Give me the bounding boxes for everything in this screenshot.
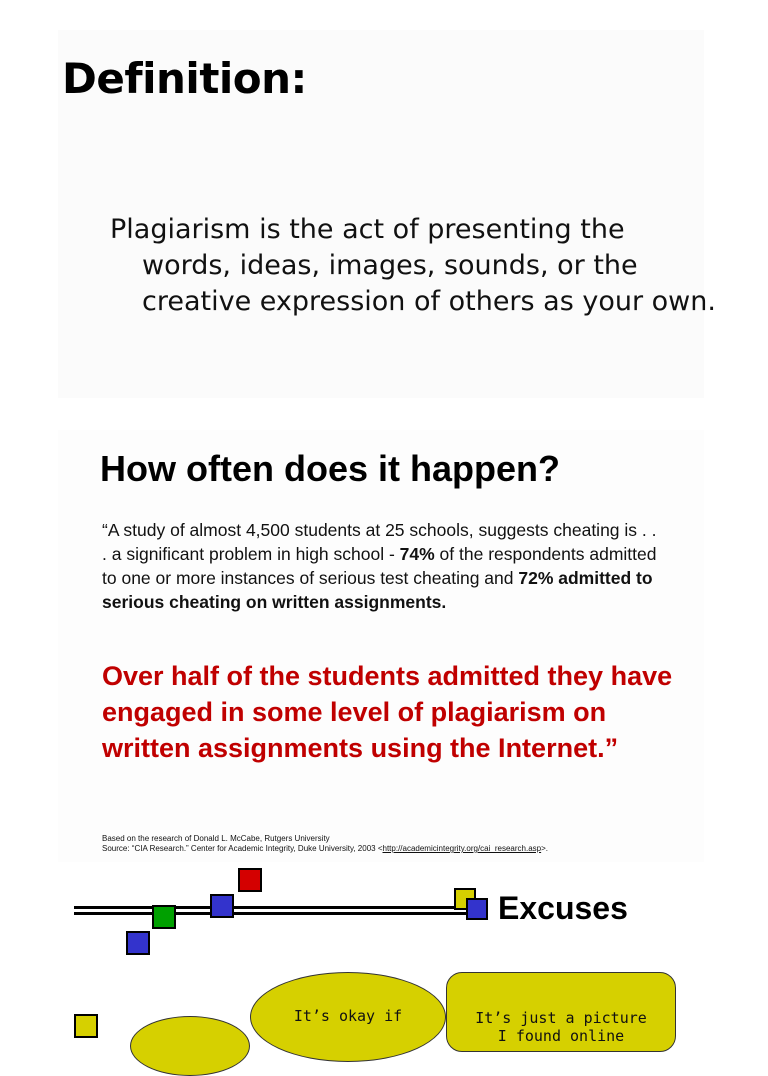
decor-line-top: [74, 906, 470, 909]
quote-stat-74: 74%: [399, 544, 435, 564]
study-quote: [102, 518, 662, 614]
definition-slide: [58, 30, 716, 398]
source-line-2: [102, 844, 548, 854]
definition-title: Definition:: [62, 54, 307, 103]
source-link[interactable]: http://academicintegrity.org/cai_research.asp: [382, 844, 542, 853]
quote-part1: “A study of almost 4,500 students at 25 schools, suggests cheating is . . . a significant problem in high school -: [102, 520, 657, 564]
quote-part2: of the respondents admitted to one or more instances of serious test cheating and: [102, 544, 657, 588]
source-line-1: Based on the research of Donald L. McCabe, Rutgers University: [102, 834, 330, 843]
blue-square-icon: [126, 931, 150, 955]
excuse-bubble-okay-text: It’s okay if: [293, 1007, 403, 1025]
green-square-icon: [152, 905, 176, 929]
excuse-bubble-picture-text: It’s just a picture I found online: [475, 1009, 647, 1045]
blue-square-icon: [466, 898, 488, 920]
statistics-title: How often does it happen?: [100, 448, 560, 489]
source-citation: [102, 834, 548, 854]
excuses-slide: [70, 868, 704, 1045]
statistics-slide: [58, 430, 704, 862]
blue-square-icon: [210, 894, 234, 918]
source-suffix: >.: [541, 844, 549, 853]
source-prefix: Source: “CIA Research.” Center for Academic Integrity, Duke University, 2003 <: [102, 844, 383, 853]
red-square-icon: [238, 868, 262, 892]
yellow-square-icon: [74, 1014, 98, 1038]
highlight-statement: Over half of the students admitted they have engaged in some level of plagiarism on written assignments using the Internet.”: [102, 661, 673, 763]
excuse-bubble-picture: [446, 972, 676, 1052]
definition-text: Plagiarism is the act of presenting the words, ideas, images, sounds, or the creative expression of others as your own.: [110, 214, 716, 317]
decor-line-bottom: [74, 912, 470, 915]
excuse-bubble-okay: [250, 972, 446, 1062]
quote-stat-72: 72% admitted to serious cheating on written assignments.: [102, 568, 653, 612]
excuse-bubble-partial: [130, 1016, 250, 1076]
excuses-title: Excuses: [498, 890, 628, 926]
